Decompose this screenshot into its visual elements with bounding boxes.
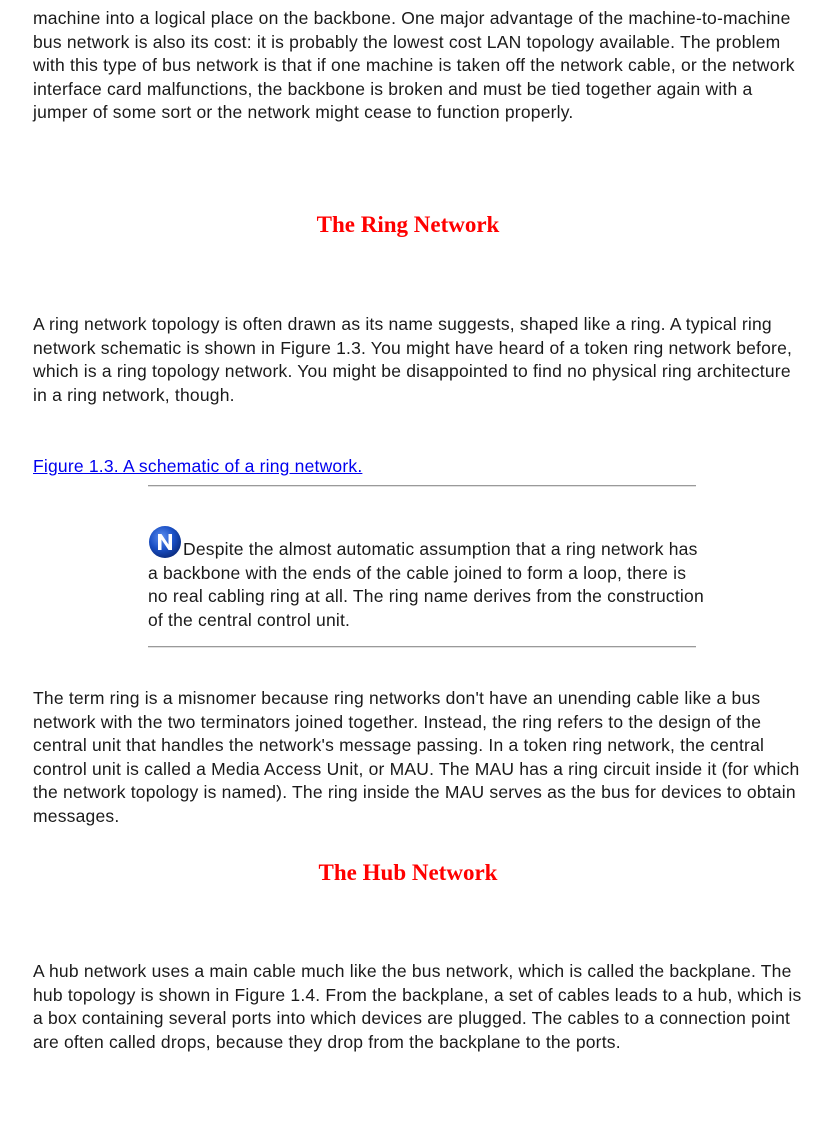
- ring-network-heading: The Ring Network: [316, 212, 500, 237]
- note-block: [148, 525, 708, 632]
- note-bottom-rule: [148, 646, 696, 648]
- note-n-icon: [148, 525, 182, 559]
- ring-network-paragraph-1: A ring network topology is often drawn as its name suggests, shaped like a ring. A typical ring network schematic is shown in Figure 1.3. You might have heard of a token ring network before, which is a ring topology network. You might be disappointed to find no physical ring architecture in a ring network, though.: [33, 314, 793, 405]
- hub-network-paragraph-1: A hub network uses a main cable much like the bus network, which is called the backplane. The hub topology is shown in Figure 1.4. From the backplane, a set of cables leads to a hub, which is a box containing several ports into which devices are plugged. The cables to a connection point are often called drops, because they drop from the backplane to the ports.: [33, 961, 802, 1052]
- note-top-rule: [148, 485, 696, 487]
- figure-1-3-link[interactable]: Figure 1.3. A schematic of a ring network.: [33, 456, 363, 476]
- hub-network-heading: The Hub Network: [318, 860, 498, 885]
- ring-network-paragraph-2: The term ring is a misnomer because ring networks don't have an unending cable like a bus network with the two terminators joined together. Instead, the ring refers to the design of the central unit that handles the network's message passing. In a token ring network, the central control unit is called a Media Access Unit, or MAU. The MAU has a ring circuit inside it (for which the network topology is named). The ring inside the MAU serves as the bus for devices to obtain messages.: [33, 688, 800, 826]
- note-text: Despite the almost automatic assumption that a ring network has a backbone with the ends of the cable joined to form a loop, there is no real cabling ring at all. The ring name derives from the construction of the central control unit.: [148, 539, 704, 630]
- intro-paragraph: machine into a logical place on the backbone. One major advantage of the machine-to-machine bus network is also its cost: it is probably the lowest cost LAN topology available. The problem with this type of bus network is that if one machine is taken off the network cable, or the network interface card malfunctions, the backbone is broken and must be tied together again with a jumper of some sort or the network might cease to function properly.: [33, 8, 795, 122]
